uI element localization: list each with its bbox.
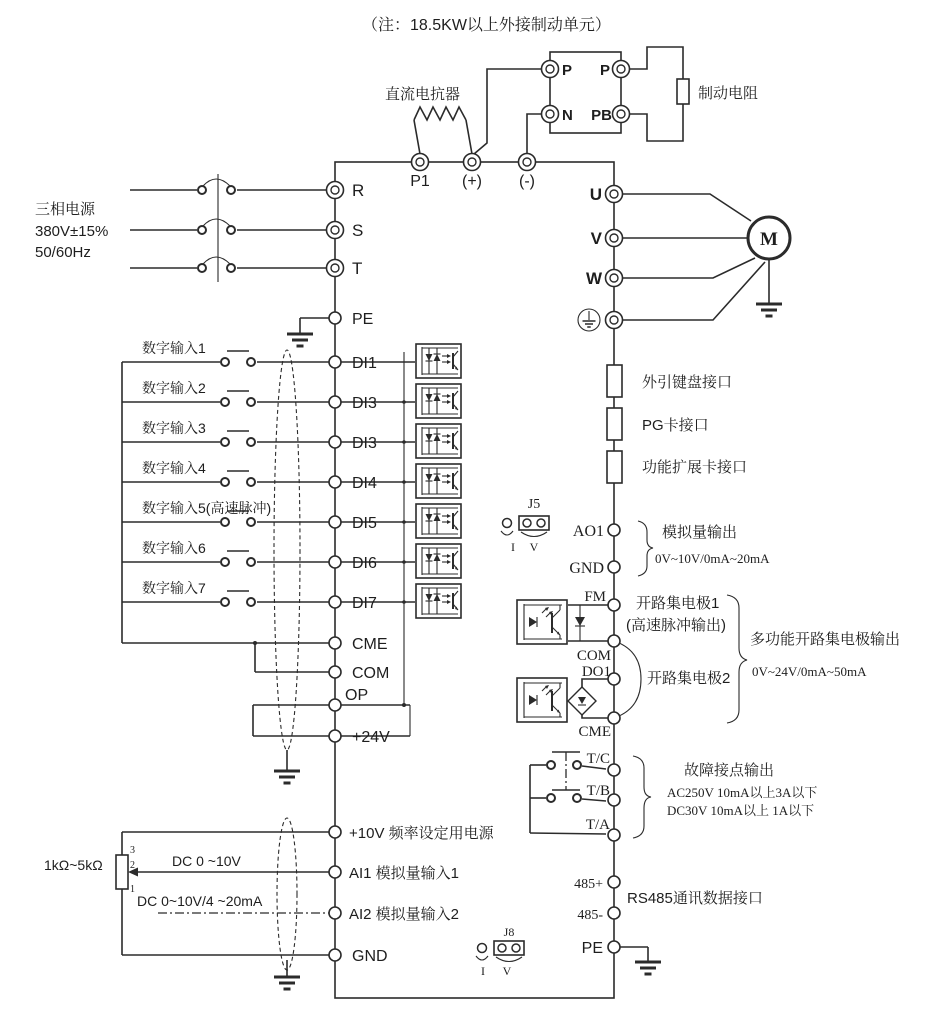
pot-pin3-label: 3 — [130, 845, 135, 856]
ground-icon — [756, 304, 782, 316]
u-label: U — [589, 185, 602, 204]
terminal-oc-com — [608, 635, 620, 647]
optocoupler-icon — [416, 464, 461, 498]
power-source-line3: 50/60Hz — [35, 244, 91, 261]
fm-output-wiring — [568, 605, 608, 641]
digital-input-label: 数字输入7 — [142, 580, 206, 596]
digital-input-label: 数字输入4 — [142, 460, 206, 476]
switch-contact — [221, 598, 229, 606]
switch-contact — [227, 226, 235, 234]
expansion-if-label: 功能扩展卡接口 — [642, 459, 748, 476]
brake-n-label: N — [562, 107, 573, 124]
terminal-24v — [329, 730, 341, 742]
terminal-10v — [329, 826, 341, 838]
fm-label: FM — [584, 589, 606, 605]
di-terminal-label: DI3 — [352, 435, 377, 452]
terminal-di3 — [329, 436, 341, 448]
optocoupler-output-icon — [517, 600, 567, 644]
keypad-if-label: 外引键盘接口 — [642, 374, 733, 391]
terminal-oc-cme — [608, 712, 620, 724]
ai2-signal-label: DC 0~10V/4 ~20mA — [137, 893, 263, 909]
relay-title: 故障接点输出 — [684, 762, 775, 779]
j8-label: J8 — [503, 925, 515, 939]
relay-contact — [547, 794, 555, 802]
switch-contact — [221, 518, 229, 526]
ground-icon — [287, 334, 313, 346]
digital-input-label: 数字输入3 — [142, 420, 206, 436]
terminal-op — [329, 699, 341, 711]
relay-contact — [573, 761, 581, 769]
terminal-di2 — [329, 396, 341, 408]
keypad-connector — [607, 365, 622, 397]
optocoupler-icon — [416, 544, 461, 578]
switch-contact — [247, 558, 255, 566]
terminal-w — [606, 270, 623, 287]
pot-value-label: 1kΩ~5kΩ — [44, 857, 103, 873]
j5-v-label: V — [529, 540, 539, 554]
w-label: W — [585, 269, 602, 288]
v-label: V — [590, 229, 602, 248]
terminal-di6 — [329, 556, 341, 568]
power-source-line1: 三相电源 — [35, 201, 96, 218]
dc-minus-label: (-) — [519, 173, 535, 190]
motor-wiring — [623, 194, 769, 320]
optocoupler-icon — [416, 504, 461, 538]
do1-output-wiring — [568, 679, 608, 718]
relay-brace — [633, 756, 651, 838]
terminal-ao-gnd — [608, 561, 620, 573]
oc-com-label: COM — [576, 648, 611, 664]
terminal-t — [327, 260, 344, 277]
terminal-brake-n — [542, 106, 559, 123]
terminal-brake-p-left — [542, 61, 559, 78]
analog-output-title: 模拟量输出 — [662, 524, 738, 541]
terminal-u — [606, 186, 623, 203]
terminal-comm-pe — [608, 941, 620, 953]
com-label: COM — [352, 665, 390, 682]
j8-jumper — [476, 941, 524, 962]
ta-label: T/A — [585, 817, 610, 833]
terminal-ao1 — [608, 524, 620, 536]
pg-if-label: PG卡接口 — [642, 417, 709, 434]
di-terminal-label: DI4 — [352, 475, 377, 492]
optocoupler-icon — [416, 344, 461, 378]
terminal-cme — [329, 637, 341, 649]
di-terminal-label: DI6 — [352, 555, 377, 572]
terminal-ai2 — [329, 907, 341, 919]
t-label: T — [352, 259, 363, 278]
digital-input-label: 数字输入2 — [142, 380, 206, 396]
switch-contact — [247, 598, 255, 606]
di-terminal-label: DI1 — [352, 355, 377, 372]
tc-label: T/C — [586, 751, 610, 767]
terminal-com — [329, 666, 341, 678]
ai2-label: AI2 模拟量输入2 — [349, 906, 460, 923]
terminal-brake-p-right — [613, 61, 630, 78]
optocoupler-icon — [416, 584, 461, 618]
terminal-di1 — [329, 356, 341, 368]
switch-contact — [221, 358, 229, 366]
tb-label: T/B — [586, 783, 610, 799]
analog-output-brace — [638, 521, 653, 576]
dc-reactor-label: 直流电抗器 — [385, 86, 461, 103]
terminal-p1 — [412, 154, 429, 171]
ai1-label: AI1 模拟量输入1 — [349, 865, 460, 882]
24v-label: +24V — [352, 729, 390, 746]
terminal-v — [606, 230, 623, 247]
di-terminal-label: DI7 — [352, 595, 377, 612]
10v-label: +10V 频率设定用电源 — [349, 825, 494, 842]
switch-contact — [221, 398, 229, 406]
terminal-di4 — [329, 476, 341, 488]
p1-label: P1 — [410, 173, 430, 190]
switch-contact — [247, 518, 255, 526]
brake-p-left-label: P — [562, 62, 573, 79]
switch-contact — [221, 478, 229, 486]
oc1-sub-label: (高速脉冲输出) — [626, 617, 726, 634]
brake-pb-label: PB — [591, 107, 612, 124]
digital-input-label: 数字输入1 — [142, 340, 206, 356]
j8-i-label: I — [481, 964, 485, 978]
pe-input-ground — [300, 318, 329, 333]
digital-input-label: 数字输入6 — [142, 540, 206, 556]
terminal-earth — [606, 312, 623, 329]
terminal-brake-pb — [613, 106, 630, 123]
s-label: S — [352, 221, 364, 240]
j5-label: J5 — [527, 497, 541, 512]
switch-contact — [221, 558, 229, 566]
do1-label: DO1 — [581, 664, 611, 680]
ground-icon — [635, 962, 661, 974]
ao-gnd-label: GND — [569, 560, 604, 577]
motor-label: M — [760, 229, 778, 250]
switch-contact — [227, 186, 235, 194]
terminal-s — [327, 222, 344, 239]
ao1-label: AO1 — [572, 523, 604, 540]
relay-contact — [547, 761, 555, 769]
terminal-dc-plus — [464, 154, 481, 171]
terminal-di7 — [329, 596, 341, 608]
dc-reactor-wiring — [414, 107, 472, 154]
open-collector-range: 0V~24V/0mA~50mA — [752, 664, 867, 679]
cme-label: CME — [352, 636, 388, 653]
j8-v-label: V — [502, 964, 512, 978]
braking-resistor-loop — [629, 47, 689, 141]
terminal-485-minus — [608, 907, 620, 919]
optocoupler-icon — [416, 424, 461, 458]
shield-cable-ellipse — [274, 350, 300, 750]
shield-cable-ellipse — [277, 818, 297, 970]
open-collector-brace — [727, 595, 747, 723]
pe-label: PE — [352, 311, 374, 328]
relay-spec2: DC30V 10mA以上 1A以下 — [667, 803, 815, 818]
power-source-line2: 380V±15% — [35, 223, 109, 240]
brake-p-right-label: P — [599, 62, 610, 79]
relay-spec1: AC250V 10mA以上3A以下 — [667, 785, 818, 800]
switch-contact — [198, 226, 206, 234]
pot-pin1-label: 1 — [130, 884, 135, 895]
terminal-pe — [329, 312, 341, 324]
r-label: R — [352, 181, 365, 200]
terminal-ai1 — [329, 866, 341, 878]
switch-contact — [247, 398, 255, 406]
comm-pe-label: PE — [581, 940, 603, 957]
ground-icon — [274, 977, 300, 989]
braking-note-label: （注：18.5KW以上外接制动单元） — [362, 17, 611, 34]
analog-output-range: 0V~10V/0mA~20mA — [655, 551, 770, 566]
switch-contact — [221, 438, 229, 446]
oc-cme-label: CME — [578, 724, 611, 740]
485-minus-label: 485- — [577, 908, 603, 923]
braking-resistor-label: 制动电阻 — [698, 85, 759, 102]
optocoupler-icon — [416, 384, 461, 418]
protective-earth-icon — [578, 309, 600, 331]
ground-icon — [274, 771, 300, 783]
di-terminal-label: DI5 — [352, 515, 377, 532]
di-terminal-label: DI3 — [352, 395, 377, 412]
expansion-connector — [607, 451, 622, 483]
op-label: OP — [345, 687, 369, 704]
j5-jumper — [501, 516, 549, 537]
j5-i-label: I — [511, 540, 515, 554]
ai1-signal-label: DC 0 ~10V — [172, 853, 241, 869]
open-collector-title: 多功能开路集电极输出 — [750, 631, 901, 648]
oc2-label: 开路集电极2 — [647, 670, 731, 687]
terminal-di5 — [329, 516, 341, 528]
switch-contact — [247, 358, 255, 366]
switch-contact — [227, 264, 235, 272]
optocoupler-output-icon — [517, 678, 567, 722]
relay-contact — [573, 794, 581, 802]
digital-input-label: 数字输入5(高速脉冲) — [142, 500, 272, 516]
comm-pe-ground — [620, 947, 648, 961]
gnd-label: GND — [352, 948, 388, 965]
pg-card-connector — [607, 408, 622, 440]
terminal-r — [327, 182, 344, 199]
terminal-gnd — [329, 949, 341, 961]
switch-contact — [198, 264, 206, 272]
pot-pin2-label: 2 — [130, 860, 135, 871]
485-plus-label: 485+ — [574, 877, 603, 892]
switch-contact — [247, 478, 255, 486]
dc-plus-label: (+) — [462, 173, 482, 190]
terminal-dc-minus — [519, 154, 536, 171]
switch-contact — [247, 438, 255, 446]
rs485-title: RS485通讯数据接口 — [627, 890, 763, 907]
terminal-485-plus — [608, 876, 620, 888]
terminal-fm — [608, 599, 620, 611]
switch-contact — [198, 186, 206, 194]
oc1-label: 开路集电极1 — [636, 595, 720, 612]
